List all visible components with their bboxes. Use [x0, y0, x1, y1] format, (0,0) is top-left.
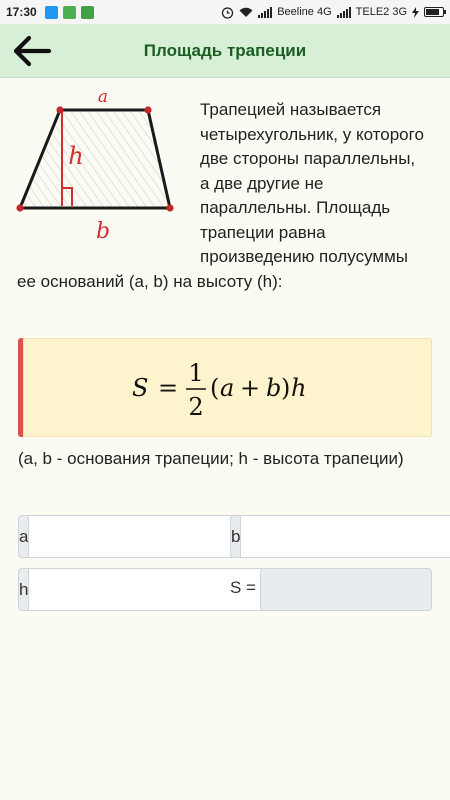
alarm-icon — [221, 6, 234, 19]
formula-eq: = — [157, 373, 178, 402]
figure-label-h: h — [68, 142, 84, 170]
formula-b: b — [265, 373, 281, 402]
formula-plus: + — [239, 373, 260, 402]
figure-label-b: b — [95, 219, 111, 244]
figure-label-a: a — [97, 87, 109, 107]
result-label: S = — [230, 578, 256, 597]
label-a: a — [18, 515, 28, 558]
label-h: h — [18, 568, 28, 611]
label-b: b — [230, 515, 240, 558]
status-time: 17:30 — [6, 5, 37, 19]
field-b — [230, 515, 432, 558]
formula-close-paren: ) — [280, 373, 290, 402]
formula-box — [18, 338, 432, 437]
carrier-2: TELE2 3G — [355, 6, 407, 18]
carrier-1: Beeline 4G — [277, 6, 332, 18]
wifi-icon — [239, 7, 253, 18]
charging-icon — [412, 7, 419, 18]
signal-icon — [258, 7, 272, 18]
signal-icon — [337, 7, 351, 18]
field-a — [18, 515, 221, 558]
status-bar — [0, 0, 450, 24]
formula-den: 2 — [187, 392, 204, 421]
area-formula — [128, 348, 328, 428]
formula-h: h — [290, 373, 306, 402]
play-store-icon — [63, 6, 76, 19]
page-title: Площадь трапеции — [143, 40, 307, 60]
battery-icon — [424, 7, 444, 17]
formula-note: (a, b - основания трапеции; h - высота трапеции) — [18, 449, 404, 468]
formula-open-paren: ( — [209, 373, 219, 402]
description — [17, 98, 427, 294]
notification-app-icon — [45, 6, 58, 19]
field-h — [18, 568, 221, 611]
result-output — [260, 568, 432, 611]
formula-a: a — [219, 373, 234, 402]
notification-app-icon — [81, 6, 94, 19]
formula-s: S — [131, 373, 148, 402]
app-bar — [0, 24, 450, 78]
description-text: Трапецией называется четырехугольник, у которого две стороны параллельны, а две другие не параллельны. Площадь трапеции равна произведению полусуммы ее оснований (a, b) на высоту (h): — [17, 100, 424, 291]
input-b[interactable] — [240, 515, 450, 558]
formula-num: 1 — [187, 358, 204, 387]
